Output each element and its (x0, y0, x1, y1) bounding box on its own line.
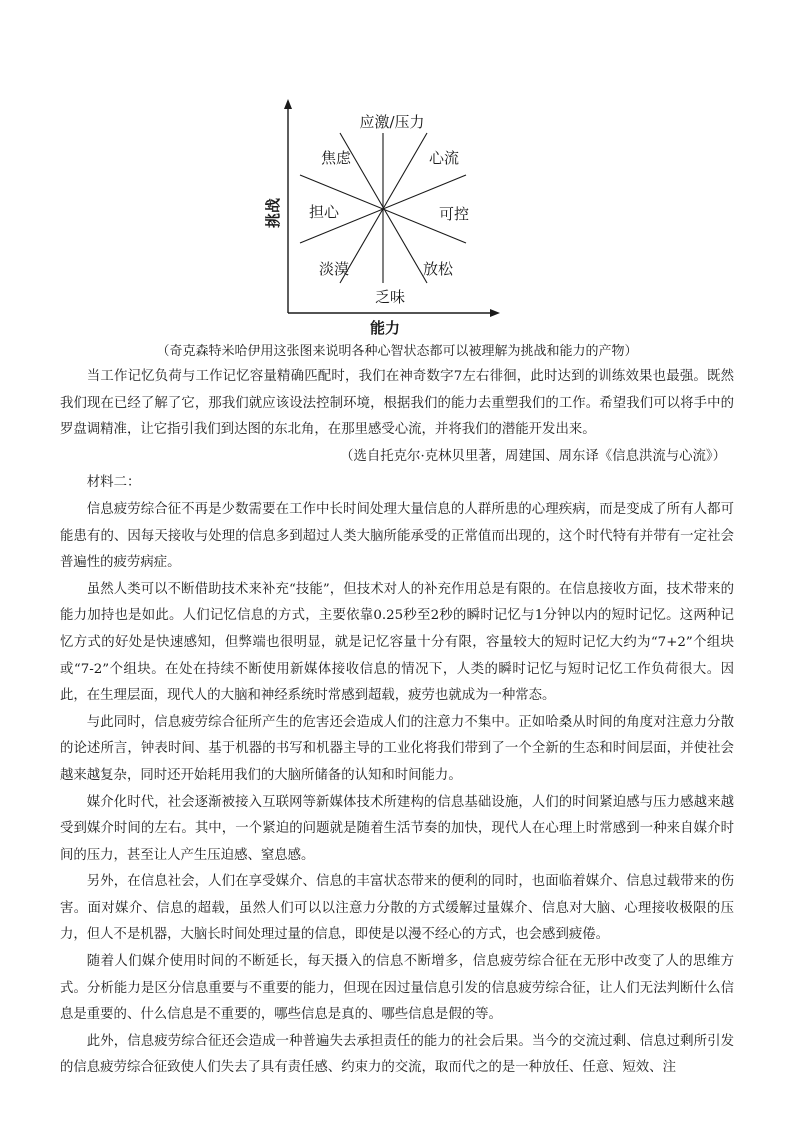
state-label-lower-right: 放松 (422, 260, 454, 278)
state-label-upper-left: 焦虑 (320, 149, 352, 167)
diagram-caption: （奇克森特米哈伊用这张图来说明各种心智状态都可以被理解为挑战和能力的产物） (156, 344, 638, 359)
y-axis-label: 挑战 (264, 197, 282, 229)
x-axis-arrow (490, 309, 500, 317)
paragraph-5: 媒介化时代，社会逐渐被接入互联网等新媒体技术所建构的信息基础设施，人们的时间紧迫感与压力感越来越受到媒介时间的左右。其中，一个紧迫的问题就是随着生活节奏的加快，现代人在心理上时常感到一种来自媒介时间的压力，甚至让人产生压迫感、窒息感。 (60, 794, 734, 863)
body-text (60, 364, 734, 1082)
paragraph-6: 另外，在信息社会，人们在享受媒介、信息的丰富状态带来的便利的同时，也面临着媒介、信息过载带来的伤害。面对媒介、信息的超载，虽然人们可以以注意力分散的方式缓解过量媒介、信息对大脑、心理接收极限的压力，但人不是机器，大脑长时间处理过量的信息，即使是以漫不经心的方式，也会感到疲倦。 (60, 874, 734, 943)
state-label-lower-left: 淡漠 (318, 260, 350, 278)
paragraph-1: 当工作记忆负荷与工作记忆容量精确匹配时，我们在神奇数字7左右徘徊，此时达到的训练效果也最强。既然我们现在已经了解了它，那我们就应该设法控制环境，根据我们的能力去重塑我们的工作。希望我们可以将手中的罗盘调精准，让它指引我们到达图的东北角，在那里感受心流，并将我们的潜能开发出来。 (60, 369, 734, 438)
paragraph-2: 信息疲劳综合征不再是少数需要在工作中长时间处理大量信息的人群所患的心理疾病，而是变成了所有人都可能患有的、因每天接收与处理的信息多到超过人类大脑所能承受的正常值而出现的，这个时代特有并带有一定社会普遍性的疲劳病症。 (60, 501, 734, 571)
material-2-heading: 材料二： (86, 475, 141, 491)
paragraph-8: 此外，信息疲劳综合征还会造成一种普遍失去承担责任的能力的社会后果。当今的交流过剩、信息过剩所引发的信息疲劳综合征致使人们失去了具有责任感、约束力的交流，取而代之的是一种放任、任意、短效、注 (60, 1033, 734, 1076)
x-axis-label: 能力 (369, 319, 401, 337)
paragraph-3: 虽然人类可以不断借助技术来补充“技能”，但技术对人的补充作用总是有限的。在信息接收方面，技术带来的能力加持也是如此。人们记忆信息的方式，主要依靠0.25秒至2秒的瞬时记忆与1分钟以内的短时记忆。这两种记忆方式的好处是快速感知，但弊端也很明显，就是记忆容量十分有限，容量较大的短时记忆大约为“7+2”个组块或“7-2”个组块。在处在持续不断使用新媒体接收信息的情况下，人类的瞬时记忆与短时记忆工作负荷很大。因此，在生理层面，现代人的大脑和神经系统时常感到超载，疲劳也就成为一种常态。 (60, 581, 734, 704)
state-label-upper-right: 心流 (428, 149, 460, 167)
y-axis-arrow (284, 99, 292, 109)
state-label-right: 可控 (438, 205, 470, 223)
paragraph-4: 与此同时，信息疲劳综合征所产生的危害还会造成人们的注意力不集中。正如哈桑从时间的角度对注意力分散的论述所言，钟表时间、基于机器的书写和机器主导的工业化将我们带到了一个全新的生态和时间层面，并使社会越来越复杂，同时还开始耗用我们的大脑所储备的认知和时间能力。 (60, 714, 734, 783)
source-citation: （选自托克尔·克林贝里著，周建国、周东译《信息洪流与心流》） (340, 448, 726, 464)
state-label-left: 担心 (308, 203, 340, 221)
state-label-bottom: 乏味 (374, 288, 406, 306)
challenge-skill-diagram (240, 95, 500, 340)
state-label-top: 应激/压力 (359, 113, 425, 131)
paragraph-7: 随着人们媒介使用时间的不断延长，每天摄入的信息不断增多，信息疲劳综合征在无形中改变了人的思维方式。分析能力是区分信息重要与不重要的能力，但现在因过量信息引发的信息疲劳综合征，让人们无法判断什么信息是重要的、什么信息是不重要的，哪些信息是真的、哪些信息是假的等。 (60, 954, 734, 1023)
